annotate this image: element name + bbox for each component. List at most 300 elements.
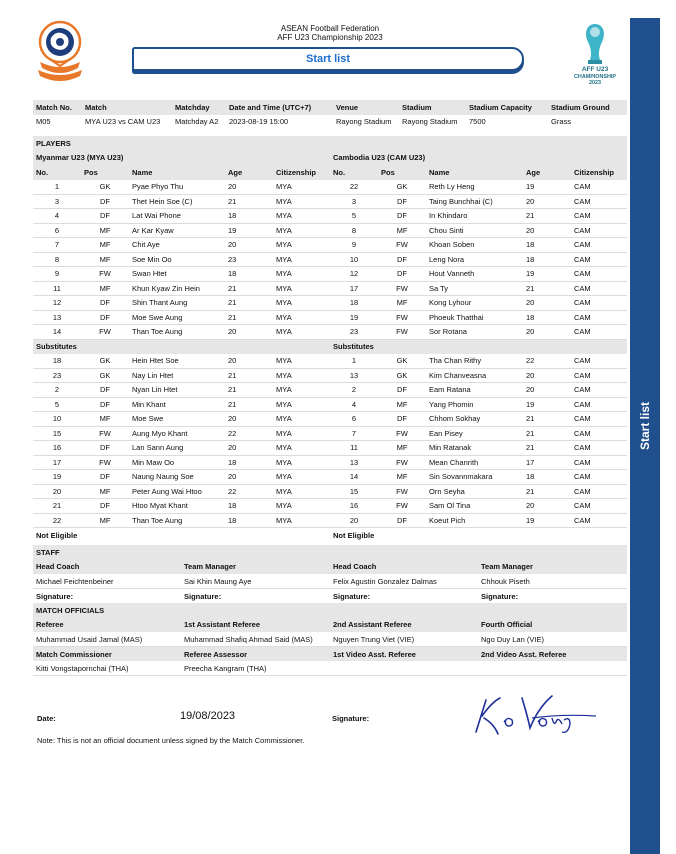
- player-citizenship: CAM: [571, 513, 627, 528]
- player-no: 10: [33, 412, 81, 427]
- player-pos: FW: [378, 238, 426, 253]
- player-no: 22: [330, 180, 378, 195]
- player-row: [33, 209, 627, 224]
- player-no: 19: [330, 310, 378, 325]
- player-no: 15: [330, 484, 378, 499]
- player-citizenship: MYA: [273, 180, 330, 195]
- home-pos-header: Pos: [84, 167, 98, 177]
- player-pos: FW: [378, 325, 426, 340]
- disclaimer-note: Note: This is not an official document unless signed by the Match Commissioner.: [37, 736, 305, 745]
- player-citizenship: CAM: [571, 209, 627, 224]
- player-citizenship: MYA: [273, 412, 330, 427]
- player-citizenship: MYA: [273, 310, 330, 325]
- player-name: Khoan Soben: [426, 238, 523, 253]
- signature-text: Ko Vong: [472, 688, 476, 689]
- home-age-header: Age: [228, 167, 243, 177]
- second-var-label: 2nd Video Asst. Referee: [481, 649, 567, 659]
- player-citizenship: CAM: [571, 238, 627, 253]
- player-age: 21: [225, 194, 273, 209]
- player-row: [33, 499, 627, 514]
- player-no: 15: [33, 426, 81, 441]
- player-pos: MF: [81, 223, 129, 238]
- player-age: 22: [225, 484, 273, 499]
- player-name: Lan Sann Aung: [129, 441, 225, 456]
- player-no: 23: [33, 368, 81, 383]
- player-citizenship: CAM: [571, 310, 627, 325]
- venue: Rayong Stadium: [336, 117, 392, 127]
- player-pos: MF: [81, 238, 129, 253]
- first-assistant-label: 1st Assistant Referee: [184, 620, 261, 630]
- player-age: 18: [523, 238, 571, 253]
- player-name: Swan Htet: [129, 267, 225, 282]
- side-banner-label: Start list: [638, 401, 653, 451]
- player-name: Than Toe Aung: [129, 513, 225, 528]
- player-row: [33, 397, 627, 412]
- staff-section-label: STAFF: [36, 547, 60, 557]
- player-row: [33, 296, 627, 311]
- player-row: [33, 383, 627, 398]
- player-age: 23: [225, 252, 273, 267]
- home-head-coach: Michael Feichtenbeiner: [33, 574, 181, 589]
- date-time-header: Date and Time (UTC+7): [229, 102, 312, 112]
- player-age: 20: [523, 383, 571, 398]
- player-no: 17: [33, 455, 81, 470]
- player-row: [33, 412, 627, 427]
- player-row: [33, 238, 627, 253]
- player-no: 11: [33, 281, 81, 296]
- player-citizenship: MYA: [273, 223, 330, 238]
- away-citizenship-header: Citizenship: [574, 167, 615, 177]
- player-citizenship: CAM: [571, 426, 627, 441]
- player-pos: MF: [378, 223, 426, 238]
- staff-officials-table: [33, 545, 627, 676]
- player-name: Reth Ly Heng: [426, 180, 523, 195]
- logo-right-line3: 2023: [589, 80, 601, 86]
- player-no: 3: [330, 194, 378, 209]
- player-citizenship: CAM: [571, 368, 627, 383]
- player-name: Mean Chanrith: [426, 455, 523, 470]
- staff-section-row: [33, 545, 627, 560]
- player-no: 21: [33, 499, 81, 514]
- player-pos: GK: [378, 354, 426, 369]
- player-row: [33, 368, 627, 383]
- player-no: 17: [330, 281, 378, 296]
- player-pos: MF: [81, 281, 129, 296]
- player-citizenship: CAM: [571, 470, 627, 485]
- player-citizenship: MYA: [273, 441, 330, 456]
- not-eligible-row: [33, 528, 627, 543]
- player-age: 18: [225, 209, 273, 224]
- stadium-capacity: 7500: [469, 117, 486, 127]
- player-no: 14: [330, 470, 378, 485]
- player-age: 21: [225, 383, 273, 398]
- player-no: 20: [330, 513, 378, 528]
- player-citizenship: CAM: [571, 223, 627, 238]
- officials-header-row-1: [33, 618, 627, 633]
- player-name: Lat Wai Phone: [129, 209, 225, 224]
- player-age: 18: [225, 455, 273, 470]
- player-citizenship: CAM: [571, 499, 627, 514]
- player-row: [33, 441, 627, 456]
- player-row: [33, 223, 627, 238]
- commissioner-signature: [472, 688, 602, 740]
- player-name: Kong Lyhour: [426, 296, 523, 311]
- match-no-header: Match No.: [36, 102, 72, 112]
- first-var-label: 1st Video Asst. Referee: [333, 649, 416, 659]
- player-no: 7: [33, 238, 81, 253]
- player-pos: DF: [81, 296, 129, 311]
- player-no: 18: [33, 354, 81, 369]
- match-info-header-row: [33, 100, 627, 115]
- logo-right-line2: CHAMPIONSHIP: [574, 74, 616, 80]
- match-header: Match: [85, 102, 107, 112]
- officials-values-row-1: [33, 632, 627, 647]
- player-no: 9: [33, 267, 81, 282]
- player-row: [33, 426, 627, 441]
- player-name: Hout Vanneth: [426, 267, 523, 282]
- away-not-eligible-label: Not Eligible: [333, 530, 375, 540]
- staff-signature-row: [33, 589, 627, 604]
- player-pos: MF: [378, 296, 426, 311]
- player-pos: DF: [378, 252, 426, 267]
- matchday-header: Matchday: [175, 102, 210, 112]
- player-name: Than Toe Aung: [129, 325, 225, 340]
- player-no: 12: [33, 296, 81, 311]
- player-name: Min Maw Oo: [129, 455, 225, 470]
- side-banner: [630, 18, 660, 854]
- player-age: 21: [523, 441, 571, 456]
- player-citizenship: MYA: [273, 368, 330, 383]
- player-citizenship: CAM: [571, 325, 627, 340]
- player-citizenship: CAM: [571, 354, 627, 369]
- player-name: Naung Naung Soe: [129, 470, 225, 485]
- player-age: 19: [523, 267, 571, 282]
- player-pos: FW: [378, 455, 426, 470]
- player-name: Orn Seyha: [426, 484, 523, 499]
- referee-label: Referee: [36, 620, 64, 630]
- officials-section-row: [33, 603, 627, 618]
- player-pos: GK: [81, 368, 129, 383]
- player-row: [33, 310, 627, 325]
- player-name: Yang Phomin: [426, 397, 523, 412]
- player-row: [33, 281, 627, 296]
- player-age: 21: [523, 281, 571, 296]
- player-name: Tha Chan Rithy: [426, 354, 523, 369]
- player-age: 20: [225, 470, 273, 485]
- player-age: 19: [225, 223, 273, 238]
- player-pos: DF: [81, 209, 129, 224]
- player-no: 3: [33, 194, 81, 209]
- away-pos-header: Pos: [381, 167, 395, 177]
- player-no: 13: [330, 368, 378, 383]
- away-age-header: Age: [526, 167, 541, 177]
- player-no: 10: [330, 252, 378, 267]
- player-name: Eam Ratana: [426, 383, 523, 398]
- player-pos: GK: [378, 180, 426, 195]
- player-no: 6: [33, 223, 81, 238]
- player-name: Leng Nora: [426, 252, 523, 267]
- staff-header-row: [33, 560, 627, 575]
- home-team-manager: Sai Khin Maung Aye: [181, 574, 330, 589]
- player-age: 20: [225, 325, 273, 340]
- player-name: Min Ratanak: [426, 441, 523, 456]
- players-table: [33, 136, 627, 542]
- player-citizenship: MYA: [273, 252, 330, 267]
- player-name: Shin Thant Aung: [129, 296, 225, 311]
- player-name: Sin Sovannmakara: [426, 470, 523, 485]
- home-head-coach-label: Head Coach: [36, 562, 80, 572]
- player-age: 20: [225, 354, 273, 369]
- player-age: 20: [225, 441, 273, 456]
- date-label: Date:: [37, 714, 56, 723]
- player-age: 21: [523, 484, 571, 499]
- player-citizenship: CAM: [571, 252, 627, 267]
- player-citizenship: MYA: [273, 426, 330, 441]
- player-pos: DF: [81, 499, 129, 514]
- stadium: Rayong Stadium: [402, 117, 458, 127]
- player-no: 19: [33, 470, 81, 485]
- player-pos: DF: [378, 513, 426, 528]
- team-names-row: [33, 151, 627, 166]
- player-citizenship: MYA: [273, 281, 330, 296]
- player-citizenship: CAM: [571, 194, 627, 209]
- stadium-header: Stadium: [402, 102, 432, 112]
- match-name: MYA U23 vs CAM U23: [85, 117, 161, 127]
- player-age: 20: [523, 368, 571, 383]
- player-citizenship: CAM: [571, 281, 627, 296]
- player-citizenship: CAM: [571, 455, 627, 470]
- player-pos: MF: [81, 412, 129, 427]
- player-no: 11: [330, 441, 378, 456]
- player-citizenship: MYA: [273, 209, 330, 224]
- player-citizenship: MYA: [273, 499, 330, 514]
- player-pos: DF: [81, 397, 129, 412]
- player-name: Moe Swe: [129, 412, 225, 427]
- player-citizenship: MYA: [273, 238, 330, 253]
- player-no: 1: [330, 354, 378, 369]
- organization-name: ASEAN Football Federation: [280, 24, 380, 33]
- player-age: 18: [225, 499, 273, 514]
- player-age: 19: [523, 180, 571, 195]
- player-pos: DF: [81, 470, 129, 485]
- matchday: Matchday A2: [175, 117, 219, 127]
- player-citizenship: MYA: [273, 267, 330, 282]
- player-age: 19: [523, 397, 571, 412]
- player-pos: FW: [378, 310, 426, 325]
- player-no: 16: [330, 499, 378, 514]
- player-pos: DF: [81, 383, 129, 398]
- home-coach-signature-label: Signature:: [36, 591, 74, 601]
- player-name: Moe Swe Aung: [129, 310, 225, 325]
- player-citizenship: MYA: [273, 325, 330, 340]
- player-name: Nyan Lin Htet: [129, 383, 225, 398]
- player-no: 6: [330, 412, 378, 427]
- player-age: 21: [523, 209, 571, 224]
- player-no: 13: [330, 455, 378, 470]
- player-row: [33, 325, 627, 340]
- home-substitutes-label: Substitutes: [36, 342, 77, 351]
- document-title: Start list: [305, 53, 350, 65]
- player-citizenship: MYA: [273, 194, 330, 209]
- stadium-ground: Grass: [551, 117, 572, 127]
- match-commissioner-name: Kitti Vongstapornchai (THA): [33, 661, 181, 676]
- document-title-box: [132, 47, 524, 71]
- player-row: [33, 252, 627, 267]
- date-value: 19/08/2023: [180, 710, 236, 722]
- player-pos: DF: [81, 310, 129, 325]
- substitutes-label-row: [33, 339, 627, 354]
- player-no: 7: [330, 426, 378, 441]
- player-pos: GK: [81, 180, 129, 195]
- player-pos: FW: [378, 484, 426, 499]
- player-name: Sam Ol Tina: [426, 499, 523, 514]
- player-age: 18: [523, 470, 571, 485]
- away-no-header: No.: [333, 167, 346, 177]
- player-citizenship: CAM: [571, 441, 627, 456]
- match-no: M05: [36, 117, 51, 127]
- player-no: 22: [33, 513, 81, 528]
- player-citizenship: MYA: [273, 383, 330, 398]
- player-age: 21: [523, 426, 571, 441]
- player-age: 18: [225, 267, 273, 282]
- player-no: 18: [330, 296, 378, 311]
- player-name: Ar Kar Kyaw: [129, 223, 225, 238]
- player-citizenship: CAM: [571, 397, 627, 412]
- player-pos: FW: [378, 426, 426, 441]
- officials-section-label: MATCH OFFICIALS: [36, 605, 105, 615]
- player-citizenship: MYA: [273, 354, 330, 369]
- player-pos: DF: [81, 194, 129, 209]
- player-age: 21: [523, 412, 571, 427]
- player-name: Ean Pisey: [426, 426, 523, 441]
- date-time: 2023-08-19 15:00: [229, 117, 289, 127]
- home-citizenship-header: Citizenship: [276, 167, 317, 177]
- players-section-label: PLAYERS: [36, 138, 71, 148]
- away-team-name: Cambodia U23 (CAM U23): [333, 153, 426, 163]
- player-pos: GK: [81, 354, 129, 369]
- player-pos: FW: [378, 499, 426, 514]
- player-citizenship: MYA: [273, 484, 330, 499]
- player-no: 20: [33, 484, 81, 499]
- player-age: 20: [225, 180, 273, 195]
- player-age: 20: [225, 412, 273, 427]
- player-citizenship: CAM: [571, 267, 627, 282]
- player-no: 1: [33, 180, 81, 195]
- away-team-manager-label: Team Manager: [481, 562, 533, 572]
- player-pos: DF: [378, 383, 426, 398]
- player-pos: FW: [81, 426, 129, 441]
- player-no: 2: [33, 383, 81, 398]
- player-no: 8: [33, 252, 81, 267]
- fourth-official-label: Fourth Official: [481, 620, 533, 630]
- player-citizenship: CAM: [571, 484, 627, 499]
- player-pos: FW: [81, 267, 129, 282]
- player-age: 22: [523, 354, 571, 369]
- match-commissioner-label: Match Commissioner: [36, 649, 112, 659]
- stadium-capacity-header: Stadium Capacity: [469, 102, 532, 112]
- player-row: [33, 484, 627, 499]
- first-var-name: [330, 661, 478, 676]
- player-age: 20: [523, 325, 571, 340]
- player-citizenship: CAM: [571, 180, 627, 195]
- player-age: 20: [523, 194, 571, 209]
- player-name: Sor Rotana: [426, 325, 523, 340]
- player-age: 21: [225, 397, 273, 412]
- player-citizenship: MYA: [273, 455, 330, 470]
- player-name: Htoo Myat Khant: [129, 499, 225, 514]
- player-no: 13: [33, 310, 81, 325]
- player-no: 16: [33, 441, 81, 456]
- player-name: Min Khant: [129, 397, 225, 412]
- player-pos: DF: [378, 267, 426, 282]
- home-name-header: Name: [132, 167, 153, 177]
- player-age: 20: [523, 223, 571, 238]
- player-no: 5: [33, 397, 81, 412]
- player-age: 20: [523, 296, 571, 311]
- home-team-manager-label: Team Manager: [184, 562, 236, 572]
- player-citizenship: CAM: [571, 412, 627, 427]
- staff-names-row: [33, 574, 627, 589]
- away-name-header: Name: [429, 167, 450, 177]
- away-head-coach-label: Head Coach: [333, 562, 377, 572]
- player-age: 19: [523, 513, 571, 528]
- away-manager-signature-label: Signature:: [481, 591, 519, 601]
- home-not-eligible-label: Not Eligible: [36, 530, 78, 540]
- match-info-row: [33, 115, 627, 130]
- player-age: 20: [523, 499, 571, 514]
- players-section-row: [33, 136, 627, 151]
- stadium-ground-header: Stadium Ground: [551, 102, 610, 112]
- player-row: [33, 180, 627, 195]
- match-info-table: [33, 100, 627, 129]
- player-pos: DF: [81, 441, 129, 456]
- player-pos: GK: [378, 368, 426, 383]
- aff-u23-championship-logo: [562, 20, 628, 86]
- player-citizenship: MYA: [273, 296, 330, 311]
- aff-federation-logo: [34, 18, 86, 86]
- away-substitutes-label: Substitutes: [333, 342, 374, 351]
- player-row: [33, 455, 627, 470]
- player-name: Khun Kyaw Zin Hein: [129, 281, 225, 296]
- player-no: 4: [330, 397, 378, 412]
- player-name: In Khindaro: [426, 209, 523, 224]
- player-name: Sa Ty: [426, 281, 523, 296]
- player-pos: MF: [81, 484, 129, 499]
- player-no: 23: [330, 325, 378, 340]
- player-pos: MF: [378, 397, 426, 412]
- player-name: Koeut Pich: [426, 513, 523, 528]
- player-no: 2: [330, 383, 378, 398]
- player-citizenship: MYA: [273, 397, 330, 412]
- player-name: Pyae Phyo Thu: [129, 180, 225, 195]
- player-no: 14: [33, 325, 81, 340]
- player-name: Chou Sinti: [426, 223, 523, 238]
- player-pos: MF: [81, 252, 129, 267]
- referee-assessor-name: Preecha Kangram (THA): [181, 661, 330, 676]
- officials-values-row-2: [33, 661, 627, 676]
- player-pos: MF: [81, 513, 129, 528]
- logo-right-line1: AFF U23: [581, 66, 609, 73]
- player-pos: FW: [378, 281, 426, 296]
- player-age: 21: [225, 281, 273, 296]
- first-assistant-name: Muhammad Shafiq Ahmad Said (MAS): [181, 632, 330, 647]
- officials-header-row-2: [33, 647, 627, 662]
- player-citizenship: CAM: [571, 383, 627, 398]
- player-age: 22: [225, 426, 273, 441]
- player-pos: DF: [378, 194, 426, 209]
- player-no: 5: [330, 209, 378, 224]
- player-name: Phoeuk Thatthai: [426, 310, 523, 325]
